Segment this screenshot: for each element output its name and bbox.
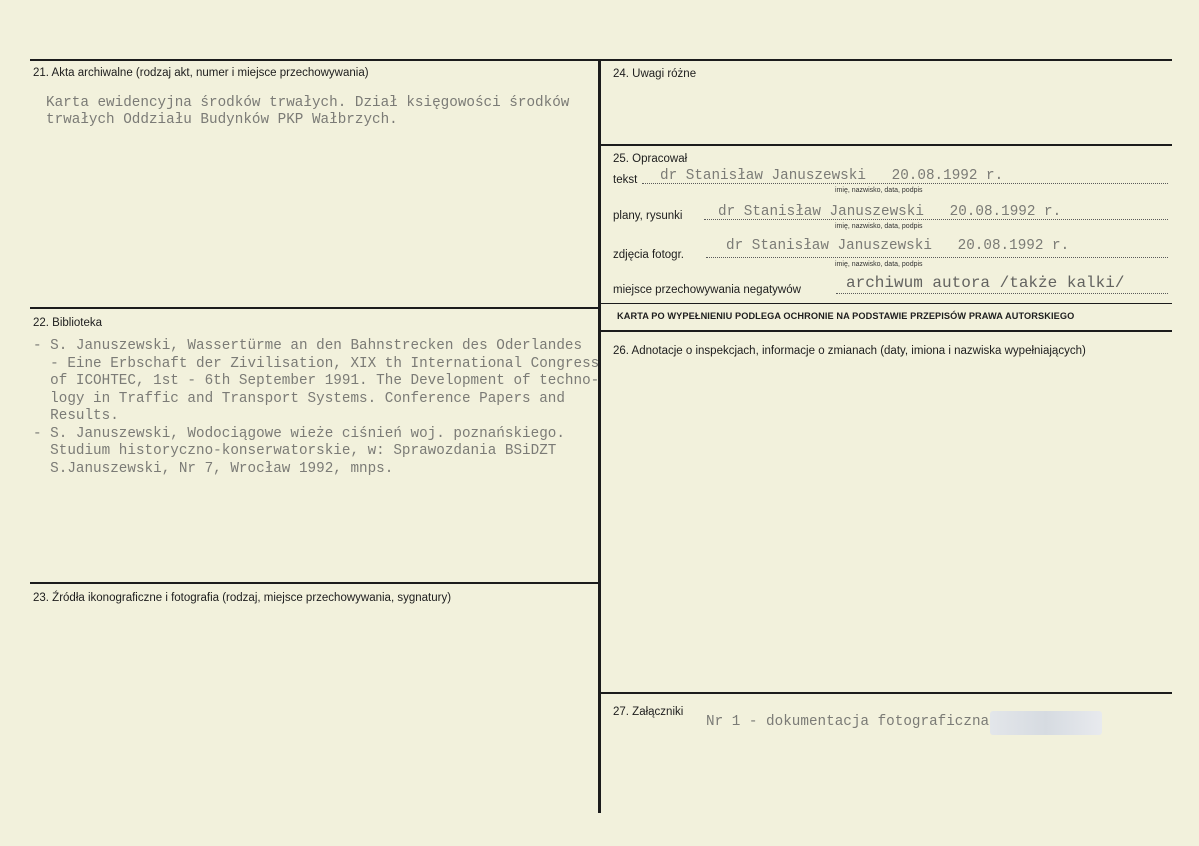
zdjecia-label: zdjęcia fotogr. <box>613 249 684 261</box>
negatywy-value: archiwum autora /także kalki/ <box>846 274 1125 292</box>
section-21-line-1: Karta ewidencyjna środków trwałych. Dział księgowości środków <box>46 95 570 111</box>
divider-26-27 <box>600 692 1172 694</box>
section-21-line-2: trwałych Oddziału Budynków PKP Wałbrzych. <box>46 112 398 128</box>
plany-value: dr Stanisław Januszewski 20.08.1992 r. <box>718 204 1062 220</box>
section-25-label: 25. Opracował <box>613 153 688 165</box>
bibliography-line-5: Results. <box>33 408 119 424</box>
section-21-label: 21. Akta archiwalne (rodzaj akt, numer i miejsce przechowywania) <box>33 67 369 79</box>
attachments-value: Nr 1 - dokumentacja fotograficzna <box>706 714 990 730</box>
redacted-area <box>990 711 1102 735</box>
bibliography-line-6: - S. Januszewski, Wodociągowe wieże ciśnień woj. poznańskiego. <box>33 425 565 442</box>
bibliography-line-8: S.Januszewski, Nr 7, Wrocław 1992, mnps. <box>33 460 394 477</box>
tekst-caption: imię, nazwisko, data, podpis <box>835 187 923 194</box>
bibliography-line-2: - Eine Erbschaft der Zivilisation, XIX th International Congress <box>33 355 600 372</box>
center-divider <box>598 59 601 813</box>
divider-21-22 <box>30 307 600 309</box>
divider-25-26 <box>600 330 1172 332</box>
section-23-label: 23. Źródła ikonograficzne i fotografia (rodzaj, miejsce przechowywania, sygnatury) <box>33 592 452 604</box>
divider-24-25 <box>600 144 1172 146</box>
section-22-label: 22. Biblioteka <box>33 317 103 329</box>
bibliography-line-1: - S. Januszewski, Wassertürme an den Bahnstrecken des Oderlandes <box>33 338 583 354</box>
section-26-label: 26. Adnotacje o inspekcjach, informacje o zmianach (daty, imiona i nazwiska wypełniających) <box>613 345 1086 357</box>
zdjecia-caption: imię, nazwisko, data, podpis <box>835 261 923 268</box>
zdjecia-value: dr Stanisław Januszewski 20.08.1992 r. <box>726 238 1070 254</box>
plany-caption: imię, nazwisko, data, podpis <box>835 223 923 230</box>
section-27-label: 27. Załączniki <box>613 706 684 718</box>
top-border <box>30 59 1172 61</box>
divider-22-23 <box>30 582 600 584</box>
negatywy-dotted-line <box>836 293 1168 294</box>
bibliography-line-7: Studium historyczno-konserwatorskie, w: Sprawozdania BSiDZT <box>33 443 557 459</box>
tekst-label: tekst <box>613 174 638 186</box>
divider-25-warning <box>600 303 1172 304</box>
copyright-warning: KARTA PO WYPEŁNIENIU PODLEGA OCHRONIE NA PODSTAWIE PRZEPISÓW PRAWA AUTORSKIEGO <box>617 311 1075 321</box>
plany-label: plany, rysunki <box>613 210 683 222</box>
tekst-value: dr Stanisław Januszewski 20.08.1992 r. <box>660 168 1004 184</box>
bibliography-line-4: logy in Traffic and Transport Systems. Conference Papers and <box>33 390 565 407</box>
negatywy-label: miejsce przechowywania negatywów <box>613 284 801 296</box>
bibliography-line-3: of ICOHTEC, 1st - 6th September 1991. The Development of techno- <box>33 373 600 389</box>
section-24-label: 24. Uwagi różne <box>613 68 697 80</box>
zdjecia-dotted-line <box>706 257 1168 258</box>
